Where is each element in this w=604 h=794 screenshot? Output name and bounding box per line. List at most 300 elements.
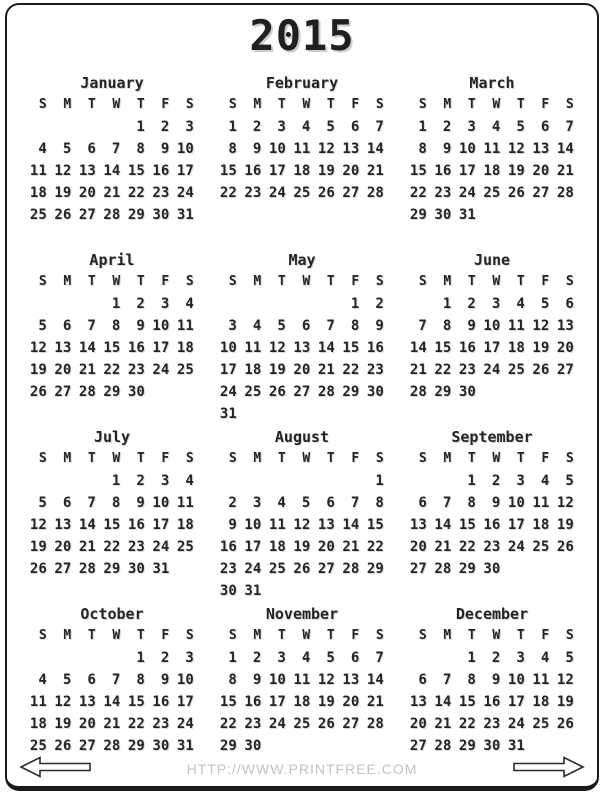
day-cell: 24	[176, 716, 194, 732]
day-cell: 8	[111, 318, 121, 334]
day-cell: 27	[409, 738, 427, 754]
day-cell: 23	[152, 185, 170, 201]
day-cell: 18	[293, 163, 311, 179]
day-cell: 5	[565, 650, 574, 666]
day-cell: 21	[78, 362, 96, 378]
day-cell: 4	[38, 141, 47, 157]
day-cell: 9	[491, 672, 501, 688]
day-cell: 23	[366, 362, 384, 378]
day-cell: 21	[366, 694, 384, 710]
day-cell: 11	[293, 141, 311, 157]
day-cell: 5	[277, 318, 286, 334]
day-cell: 9	[467, 318, 476, 334]
month-name: March	[469, 74, 515, 92]
day-cell: 21	[366, 163, 384, 179]
day-cell: 13	[54, 517, 72, 533]
day-cell: 24	[268, 716, 286, 732]
day-cell: 31	[458, 207, 476, 223]
day-cell: 17	[483, 340, 501, 356]
weeks	[26, 116, 198, 226]
day-cell: 28	[434, 561, 452, 577]
day-cell: 25	[532, 716, 550, 732]
day-cell: 26	[54, 738, 72, 754]
day-cell: 7	[111, 141, 121, 157]
day-cell: 6	[350, 119, 360, 135]
day-cell: 17	[458, 163, 476, 179]
week-row	[406, 669, 578, 691]
weekday-header: M	[63, 274, 72, 289]
weekday-header: W	[492, 628, 501, 643]
empty-day-cell	[51, 647, 76, 669]
day-cell: 5	[326, 119, 335, 135]
day-cell: 29	[366, 561, 384, 577]
day-cell: 3	[228, 318, 237, 334]
day-cell: 12	[29, 517, 47, 533]
day-cell: 29	[127, 738, 145, 754]
weekday-header: S	[375, 451, 384, 466]
day-cell: 8	[350, 318, 360, 334]
day-cell: 11	[29, 694, 47, 710]
day-cell: 23	[483, 716, 501, 732]
day-cell: 10	[152, 318, 170, 334]
weekday-header-row	[26, 625, 198, 647]
day-cell: 20	[342, 694, 360, 710]
day-cell: 13	[532, 141, 550, 157]
empty-day-cell	[26, 293, 51, 315]
day-cell: 16	[458, 340, 476, 356]
weekday-header-row	[406, 271, 578, 293]
day-cell: 4	[252, 318, 262, 334]
week-row	[216, 182, 388, 204]
weekday-header: S	[228, 628, 237, 643]
month-march	[397, 73, 587, 250]
empty-day-cell	[26, 470, 51, 492]
day-cell: 1	[136, 119, 145, 135]
day-cell: 6	[326, 495, 335, 511]
day-cell: 8	[228, 141, 237, 157]
day-cell: 18	[29, 716, 47, 732]
day-cell: 2	[252, 650, 262, 666]
empty-day-cell	[314, 293, 339, 315]
day-cell: 6	[62, 495, 72, 511]
day-cell: 3	[160, 296, 170, 312]
day-cell: 28	[556, 185, 574, 201]
weekday-header: W	[302, 628, 311, 643]
week-row	[26, 293, 198, 315]
day-cell: 21	[409, 362, 427, 378]
weekday-header: W	[492, 97, 501, 112]
empty-day-cell	[51, 293, 76, 315]
day-cell: 8	[467, 672, 476, 688]
day-cell: 11	[268, 517, 286, 533]
empty-day-cell	[504, 381, 529, 403]
day-cell: 1	[418, 119, 427, 135]
week-row	[26, 381, 198, 403]
day-cell: 13	[78, 163, 96, 179]
day-cell: 16	[483, 517, 501, 533]
empty-day-cell	[51, 116, 76, 138]
day-cell: 16	[244, 163, 262, 179]
day-cell: 7	[111, 672, 121, 688]
weeks	[216, 293, 388, 425]
day-cell: 4	[185, 473, 194, 489]
day-cell: 18	[532, 517, 550, 533]
day-cell: 21	[556, 163, 574, 179]
day-cell: 31	[219, 406, 237, 422]
weekday-header: T	[87, 628, 96, 643]
weekday-header: S	[375, 97, 384, 112]
week-row	[216, 359, 388, 381]
empty-day-cell	[553, 381, 578, 403]
empty-day-cell	[314, 470, 339, 492]
empty-day-cell	[51, 470, 76, 492]
day-cell: 21	[434, 716, 452, 732]
day-cell: 24	[458, 185, 476, 201]
day-cell: 8	[136, 141, 145, 157]
empty-day-cell	[363, 580, 388, 602]
day-cell: 11	[507, 318, 525, 334]
day-cell: 1	[136, 650, 145, 666]
day-cell: 14	[103, 163, 121, 179]
month-name: June	[473, 251, 511, 269]
empty-day-cell	[553, 204, 578, 226]
weeks	[26, 647, 198, 757]
day-cell: 26	[556, 539, 574, 555]
day-cell: 19	[507, 163, 525, 179]
week-row	[216, 580, 388, 602]
day-cell: 7	[326, 318, 335, 334]
day-cell: 27	[78, 207, 96, 223]
weekday-header: M	[443, 451, 452, 466]
month-name: November	[265, 605, 339, 623]
day-cell: 27	[409, 561, 427, 577]
week-row	[26, 691, 198, 713]
day-cell: 29	[127, 207, 145, 223]
weekday-header-row	[26, 448, 198, 470]
day-cell: 6	[540, 119, 550, 135]
day-cell: 15	[127, 163, 145, 179]
day-cell: 10	[507, 672, 525, 688]
day-cell: 9	[228, 517, 237, 533]
weeks	[26, 470, 198, 580]
month-june	[397, 250, 587, 427]
day-cell: 7	[442, 672, 452, 688]
day-cell: 22	[103, 362, 121, 378]
weekday-header: S	[38, 628, 47, 643]
day-cell: 6	[87, 141, 96, 157]
day-cell: 6	[301, 318, 311, 334]
week-row	[26, 647, 198, 669]
day-cell: 30	[483, 738, 501, 754]
day-cell: 18	[507, 340, 525, 356]
day-cell: 1	[467, 650, 476, 666]
day-cell: 1	[350, 296, 360, 312]
week-row	[406, 470, 578, 492]
day-cell: 27	[78, 738, 96, 754]
weekday-header: F	[351, 97, 360, 112]
weekday-header: S	[375, 274, 384, 289]
month-september	[397, 427, 587, 604]
week-row	[216, 160, 388, 182]
day-cell: 18	[176, 340, 194, 356]
empty-day-cell	[406, 647, 431, 669]
weeks	[216, 470, 388, 602]
day-cell: 21	[78, 539, 96, 555]
day-cell: 3	[516, 473, 525, 489]
day-cell: 16	[219, 539, 237, 555]
day-cell: 3	[516, 650, 525, 666]
day-cell: 24	[219, 384, 237, 400]
week-row	[406, 293, 578, 315]
day-cell: 14	[556, 141, 574, 157]
weekday-header: M	[63, 628, 72, 643]
weekday-header: M	[63, 451, 72, 466]
day-cell: 10	[483, 318, 501, 334]
month-name: January	[80, 74, 144, 92]
day-cell: 6	[565, 296, 574, 312]
day-cell: 7	[87, 318, 96, 334]
day-cell: 10	[219, 340, 237, 356]
weekday-header: T	[467, 451, 476, 466]
day-cell: 9	[160, 141, 170, 157]
weekday-header: T	[136, 628, 145, 643]
day-cell: 11	[532, 672, 550, 688]
day-cell: 23	[127, 362, 145, 378]
day-cell: 8	[442, 318, 452, 334]
week-row	[216, 116, 388, 138]
day-cell: 22	[342, 362, 360, 378]
weekday-header: S	[38, 451, 47, 466]
weekday-header: T	[277, 97, 286, 112]
day-cell: 12	[268, 340, 286, 356]
day-cell: 30	[152, 738, 170, 754]
week-row	[216, 337, 388, 359]
day-cell: 22	[366, 539, 384, 555]
weekday-header: S	[228, 97, 237, 112]
week-row	[216, 293, 388, 315]
day-cell: 2	[160, 119, 170, 135]
day-cell: 8	[467, 495, 476, 511]
empty-day-cell	[149, 381, 174, 403]
day-cell: 11	[532, 495, 550, 511]
day-cell: 17	[507, 694, 525, 710]
day-cell: 9	[136, 495, 145, 511]
day-cell: 10	[176, 672, 194, 688]
day-cell: 30	[458, 384, 476, 400]
day-cell: 15	[458, 694, 476, 710]
weekday-header: T	[326, 97, 335, 112]
week-row	[216, 403, 388, 425]
week-row	[406, 713, 578, 735]
day-cell: 23	[458, 362, 476, 378]
week-row	[406, 359, 578, 381]
day-cell: 25	[176, 362, 194, 378]
day-cell: 21	[317, 362, 335, 378]
weekday-header: T	[87, 451, 96, 466]
day-cell: 12	[507, 141, 525, 157]
day-cell: 3	[185, 119, 194, 135]
day-cell: 22	[434, 362, 452, 378]
empty-day-cell	[339, 470, 364, 492]
month-name: August	[274, 428, 330, 446]
day-cell: 7	[442, 495, 452, 511]
day-cell: 20	[54, 539, 72, 555]
day-cell: 4	[185, 296, 194, 312]
day-cell: 12	[317, 141, 335, 157]
weekday-header: M	[63, 97, 72, 112]
day-cell: 14	[78, 340, 96, 356]
empty-day-cell	[339, 403, 364, 425]
right-arrow-icon[interactable]	[511, 754, 585, 780]
day-cell: 28	[366, 716, 384, 732]
week-row	[26, 160, 198, 182]
day-cell: 11	[176, 495, 194, 511]
day-cell: 12	[556, 672, 574, 688]
day-cell: 7	[350, 495, 360, 511]
day-cell: 31	[176, 738, 194, 754]
empty-day-cell	[265, 403, 290, 425]
empty-day-cell	[26, 116, 51, 138]
day-cell: 30	[244, 738, 262, 754]
weekday-header-row	[406, 94, 578, 116]
week-row	[406, 514, 578, 536]
day-cell: 16	[152, 163, 170, 179]
day-cell: 2	[491, 650, 501, 666]
day-cell: 8	[136, 672, 145, 688]
weekday-header: S	[38, 97, 47, 112]
day-cell: 5	[540, 296, 550, 312]
day-cell: 24	[483, 362, 501, 378]
day-cell: 30	[127, 561, 145, 577]
day-cell: 10	[176, 141, 194, 157]
week-row	[216, 381, 388, 403]
day-cell: 26	[54, 207, 72, 223]
empty-day-cell	[529, 558, 554, 580]
day-cell: 6	[418, 672, 427, 688]
calendar-sheet	[5, 3, 599, 791]
day-cell: 4	[277, 495, 286, 511]
day-cell: 19	[29, 539, 47, 555]
month-may	[207, 250, 397, 427]
day-cell: 29	[103, 561, 121, 577]
weekday-header: M	[253, 97, 262, 112]
day-cell: 30	[434, 207, 452, 223]
day-cell: 15	[219, 694, 237, 710]
day-cell: 2	[136, 296, 145, 312]
day-cell: 18	[29, 185, 47, 201]
day-cell: 16	[127, 517, 145, 533]
weekday-header: W	[302, 97, 311, 112]
weekday-header: S	[418, 97, 427, 112]
weeks	[216, 647, 388, 757]
day-cell: 26	[507, 185, 525, 201]
week-row	[26, 337, 198, 359]
week-row	[406, 536, 578, 558]
day-cell: 13	[342, 141, 360, 157]
weekday-header: W	[112, 97, 121, 112]
day-cell: 29	[103, 384, 121, 400]
day-cell: 8	[418, 141, 427, 157]
day-cell: 20	[317, 539, 335, 555]
day-cell: 4	[491, 119, 501, 135]
week-row	[26, 669, 198, 691]
day-cell: 9	[252, 672, 262, 688]
weekday-header-row	[406, 625, 578, 647]
day-cell: 3	[252, 495, 262, 511]
week-row	[26, 138, 198, 160]
empty-day-cell	[314, 580, 339, 602]
day-cell: 16	[434, 163, 452, 179]
empty-day-cell	[431, 647, 456, 669]
day-cell: 24	[244, 561, 262, 577]
day-cell: 6	[350, 650, 360, 666]
day-cell: 12	[556, 495, 574, 511]
day-cell: 17	[152, 517, 170, 533]
week-row	[406, 116, 578, 138]
day-cell: 22	[103, 539, 121, 555]
day-cell: 4	[540, 473, 550, 489]
day-cell: 5	[38, 318, 47, 334]
day-cell: 28	[434, 738, 452, 754]
day-cell: 3	[277, 119, 286, 135]
day-cell: 28	[103, 738, 121, 754]
week-row	[26, 116, 198, 138]
empty-day-cell	[216, 470, 241, 492]
weekday-header: F	[161, 628, 170, 643]
empty-day-cell	[504, 558, 529, 580]
weeks	[406, 293, 578, 403]
week-row	[216, 470, 388, 492]
day-cell: 14	[78, 517, 96, 533]
weekday-header: W	[302, 274, 311, 289]
day-cell: 22	[127, 716, 145, 732]
day-cell: 12	[293, 517, 311, 533]
day-cell: 19	[556, 694, 574, 710]
day-cell: 19	[556, 517, 574, 533]
day-cell: 1	[111, 473, 121, 489]
day-cell: 19	[317, 163, 335, 179]
day-cell: 20	[293, 362, 311, 378]
day-cell: 21	[434, 539, 452, 555]
day-cell: 9	[491, 495, 501, 511]
day-cell: 25	[483, 185, 501, 201]
day-cell: 19	[54, 716, 72, 732]
month-name: April	[89, 251, 135, 269]
month-april	[17, 250, 207, 427]
day-cell: 28	[342, 561, 360, 577]
day-cell: 13	[409, 517, 427, 533]
day-cell: 8	[111, 495, 121, 511]
day-cell: 1	[228, 650, 237, 666]
day-cell: 23	[219, 561, 237, 577]
weekday-header: M	[443, 274, 452, 289]
weekday-header: W	[112, 628, 121, 643]
weekday-header: S	[418, 628, 427, 643]
day-cell: 17	[244, 539, 262, 555]
day-cell: 11	[244, 340, 262, 356]
day-cell: 10	[268, 141, 286, 157]
day-cell: 14	[317, 340, 335, 356]
weekday-header: T	[467, 97, 476, 112]
weekday-header: T	[326, 628, 335, 643]
day-cell: 17	[507, 517, 525, 533]
day-cell: 30	[127, 384, 145, 400]
empty-day-cell	[100, 647, 125, 669]
day-cell: 25	[244, 384, 262, 400]
empty-day-cell	[75, 116, 100, 138]
day-cell: 5	[301, 495, 311, 511]
week-row	[216, 536, 388, 558]
